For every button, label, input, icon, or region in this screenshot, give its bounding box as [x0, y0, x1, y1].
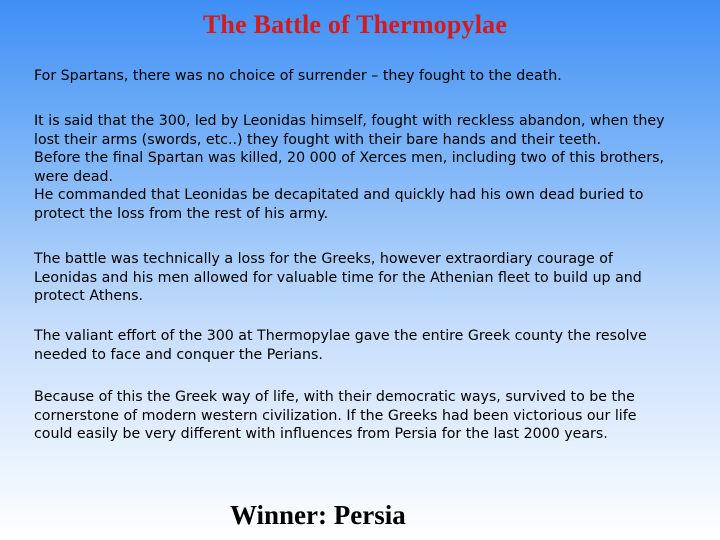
winner-label: Winner: Persia [230, 500, 406, 530]
paragraph-valiant-effort: The valiant effort of the 300 at Thermopylae gave the entire Greek county the resolve needed to face and conquer the Perians. [34, 328, 647, 363]
paragraph-technical-loss: The battle was technically a loss for the Greeks, however extraordiary courage of Leonidas and his men allowed for valuable time for the Athenian fleet to build up and protect Athens. [34, 251, 642, 304]
paragraph-greek-way-of-life: Because of this the Greek way of life, with their democratic ways, survived to be the cornerstone of modern western civilization. If the Greeks had been victorious our life could easily be very different with influences from Persia for the last 2000 years. [34, 389, 637, 442]
slide-title: The Battle of Thermopylae [202, 10, 508, 39]
paragraph-the-300: It is said that the 300, led by Leonidas himself, fought with reckless abandon, when they lost their arms (swords, etc..) they fought with their bare hands and their teeth. Before the final Spartan was killed, 20 000 of Xerces men, including two of this brothers, were dead. He commanded that Leonidas be decapitated and quickly had his own dead buried to protect the loss from the rest of his army. [34, 113, 665, 222]
paragraph-surrender: For Spartans, there was no choice of surrender – they fought to the death. [34, 68, 562, 84]
